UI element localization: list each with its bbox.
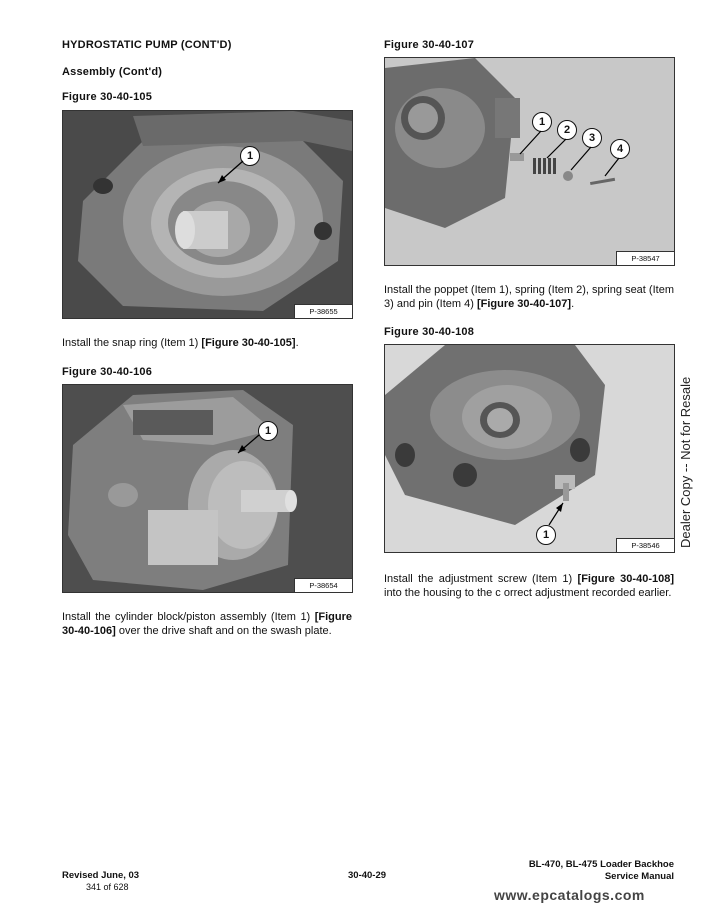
photo-code: P-38546 <box>616 538 674 552</box>
figure-reference: [Figure 30-40-108] <box>577 573 674 585</box>
instruction-105 <box>62 336 352 350</box>
figure-reference: [Figure 30-40-106] <box>62 611 352 637</box>
figure-label-107: Figure 30-40-107 <box>384 39 475 51</box>
figure-reference: [Figure 30-40-107] <box>476 298 572 310</box>
figure-30-40-108-photo <box>384 344 675 553</box>
figure-label-108: Figure 30-40-108 <box>384 326 475 338</box>
figure-30-40-106-photo <box>62 384 353 593</box>
page-number: 30-40-29 <box>348 870 387 881</box>
instruction-text: Install the cylinder block/piston assembly (Item 1) <box>62 611 315 623</box>
figure-30-40-107-photo <box>384 57 675 266</box>
callout-1: 1 <box>258 421 278 441</box>
instruction-text-end: into the housing to the c orrect adjustment recorded earlier. <box>384 587 672 599</box>
photo-code: P-38655 <box>294 304 352 318</box>
instruction-text-end: . <box>295 337 299 349</box>
figure-label-105: Figure 30-40-105 <box>62 91 153 103</box>
instruction-text: Install the snap ring (Item 1) <box>62 337 202 349</box>
instruction-text: Install the poppet (Item 1), spring (Item 2), spring seat (Item 3) and pin (Item 4) <box>384 284 674 310</box>
figure-label-106: Figure 30-40-106 <box>62 366 153 378</box>
section-title: HYDROSTATIC PUMP (CONT'D) <box>62 39 232 51</box>
photo-code: P-38547 <box>616 251 674 265</box>
instruction-text: Install the adjustment screw (Item 1) <box>384 573 578 585</box>
callout-4: 4 <box>610 139 630 159</box>
cylinder-block-illustration <box>63 385 352 592</box>
instruction-text-end: . <box>571 298 575 310</box>
housing-adjustment-illustration <box>385 345 674 552</box>
callout-1: 1 <box>240 146 260 166</box>
figure-reference: [Figure 30-40-105] <box>201 337 296 349</box>
page-count: 341 of 628 <box>86 882 129 892</box>
callout-3: 3 <box>582 128 602 148</box>
manual-title: Service Manual <box>604 871 674 882</box>
instruction-107 <box>384 283 674 311</box>
model-title: BL-470, BL-475 Loader Backhoe <box>528 859 674 870</box>
dealer-copy-side-note: Dealer Copy -- Not for Resale <box>678 376 693 548</box>
site-watermark[interactable]: www.epcatalogs.com <box>494 887 645 903</box>
callout-1: 1 <box>536 525 556 545</box>
poppet-assembly-illustration <box>385 58 674 265</box>
instruction-text-end: over the drive shaft and on the swash plate. <box>115 625 332 637</box>
revised-date: Revised June, 03 <box>62 870 140 881</box>
instruction-106 <box>62 610 352 638</box>
pump-flange-illustration <box>63 111 352 318</box>
callout-1: 1 <box>532 112 552 132</box>
photo-code: P-38654 <box>294 578 352 592</box>
subsection-title: Assembly (Cont'd) <box>62 66 163 78</box>
instruction-108 <box>384 572 674 600</box>
figure-30-40-105-photo <box>62 110 353 319</box>
callout-2: 2 <box>557 120 577 140</box>
